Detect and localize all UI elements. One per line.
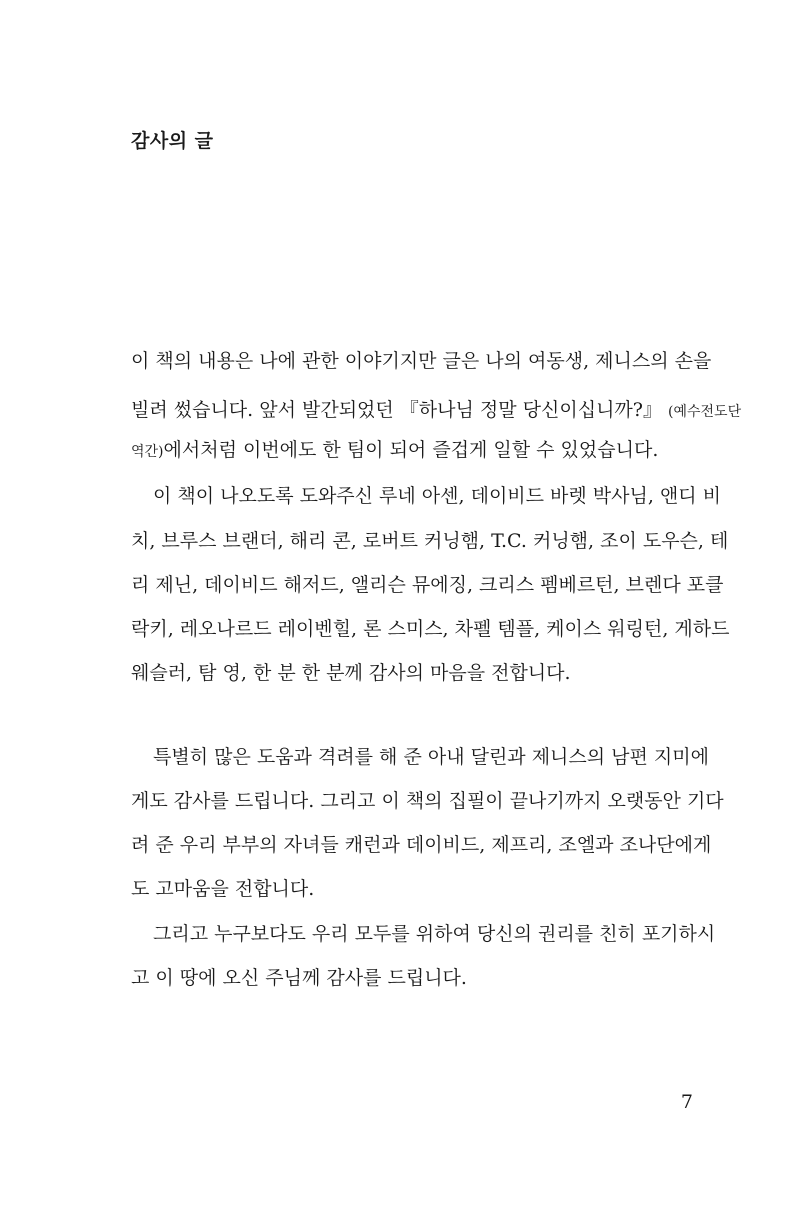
page-heading: 감사의 글	[131, 130, 214, 152]
page-number: 7	[680, 1091, 693, 1113]
text-line: 특별히 많은 도움과 격려를 해 준 아내 달린과 제니스의 남편 지미에	[153, 746, 709, 768]
text-line: 도 고마움을 전합니다.	[131, 878, 315, 900]
text-line	[131, 434, 693, 466]
text-line: 려 준 우리 부부의 자녀들 캐런과 데이비드, 제프리, 조엘과 조나단에게	[131, 834, 712, 856]
text-line	[131, 394, 742, 426]
text-segment-small: 역간)	[131, 444, 164, 460]
text-segment-small: (예수전도단	[668, 404, 742, 420]
text-line: 이 책의 내용은 나에 관한 이야기지만 글은 나의 여동생, 제니스의 손을	[131, 350, 712, 372]
text-segment: 빌려 썼습니다. 앞서 발간되었던 『하나님 정말 당신이십니까?』	[131, 399, 662, 421]
text-line: 웨슬러, 탐 영, 한 분 한 분께 감사의 마음을 전합니다.	[131, 662, 571, 684]
text-line: 그리고 누구보다도 우리 모두를 위하여 당신의 권리를 친히 포기하시	[153, 923, 716, 945]
text-line: 락키, 레오나르드 레이벤힐, 론 스미스, 차펠 템플, 케이스 워링턴, 게하드	[131, 618, 730, 640]
text-line: 치, 브루스 브랜더, 해리 콘, 로버트 커닝햄, T.C. 커닝햄, 조이 도우슨, 테	[131, 530, 729, 552]
text-line: 리 제닌, 데이비드 해저드, 앨리슨 뮤에징, 크리스 펨베르턴, 브렌다 포클	[131, 574, 724, 596]
text-line: 고 이 땅에 오신 주님께 감사를 드립니다.	[131, 967, 467, 989]
text-line: 이 책이 나오도록 도와주신 루네 아센, 데이비드 바렛 박사님, 앤디 비	[153, 485, 722, 507]
text-segment: 에서처럼 이번에도 한 팀이 되어 즐겁게 일할 수 있었습니다.	[163, 439, 659, 461]
text-line: 게도 감사를 드립니다. 그리고 이 책의 집필이 끝나기까지 오랫동안 기다	[131, 790, 724, 812]
